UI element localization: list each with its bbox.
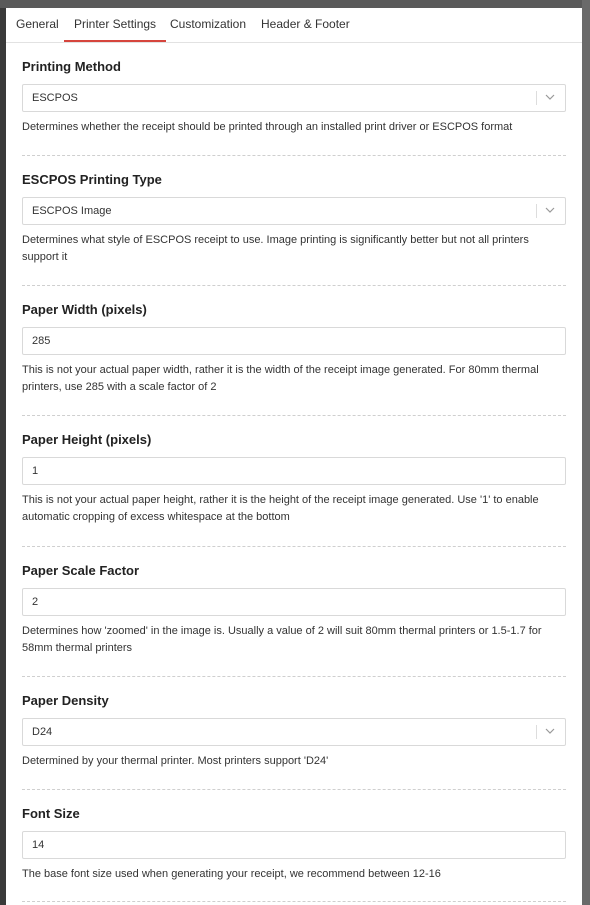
chevron-down-icon (545, 92, 555, 102)
divider (22, 676, 566, 677)
select-value: D24 (32, 726, 53, 738)
field-label: ESCPOS Printing Type (22, 172, 162, 187)
field-label: Paper Width (pixels) (22, 302, 147, 317)
paper-height-field (22, 432, 566, 526)
field-help: This is not your actual paper height, rather it is the height of the receipt image generated. Use '1' to enable automatic cropping of excess whitespace at the bottom (22, 494, 539, 523)
field-help: Determines how 'zoomed' in the image is. Usually a value of 2 will suit 80mm thermal printers or 1.5-1.7 for 58mm thermal printers (22, 625, 542, 654)
divider (22, 546, 566, 547)
paper-scale-factor-field (22, 563, 566, 657)
font-size-input[interactable]: 14 (22, 831, 566, 859)
field-label: Paper Scale Factor (22, 563, 140, 578)
field-label: Font Size (22, 806, 80, 821)
font-size-field (22, 806, 566, 883)
select-divider (536, 725, 537, 739)
field-label: Printing Method (22, 59, 121, 74)
chevron-down-icon (545, 205, 555, 215)
paper-width-input[interactable]: 285 (22, 327, 566, 355)
divider (22, 789, 566, 790)
window-top-strip (0, 0, 590, 8)
tab-printer-settings[interactable]: Printer Settings (64, 8, 166, 42)
select-value: ESCPOS Image (32, 205, 112, 217)
field-help: This is not your actual paper width, rather it is the width of the receipt image generated. For 80mm thermal printers, use 285 with a scale factor of 2 (22, 364, 539, 393)
field-label: Paper Density (22, 693, 109, 708)
field-help: Determines whether the receipt should be printed through an installed print driver or ESCPOS format (22, 121, 513, 133)
field-label: Paper Height (pixels) (22, 432, 152, 447)
select-divider (536, 91, 537, 105)
tab-general[interactable]: General (16, 17, 59, 31)
tab-bar (6, 8, 582, 43)
select-value: ESCPOS (32, 92, 78, 104)
field-help: Determined by your thermal printer. Most printers support 'D24' (22, 755, 329, 767)
paper-scale-factor-input[interactable]: 2 (22, 588, 566, 616)
chevron-down-icon (545, 726, 555, 736)
field-help: Determines what style of ESCPOS receipt to use. Image printing is significantly better but not all printers support it (22, 234, 529, 263)
divider (22, 285, 566, 286)
escpos-printing-type-select[interactable] (22, 197, 566, 225)
printing-method-select[interactable] (22, 84, 566, 112)
divider (22, 415, 566, 416)
paper-density-select[interactable] (22, 718, 566, 746)
tab-customization[interactable]: Customization (170, 17, 247, 31)
paper-density-field (22, 693, 566, 770)
field-help: The base font size used when generating your receipt, we recommend between 12-16 (22, 868, 441, 880)
settings-panel (6, 8, 582, 905)
escpos-printing-type-field (22, 172, 566, 266)
divider (22, 901, 566, 902)
printing-method-field (22, 59, 566, 136)
paper-width-field (22, 302, 566, 396)
divider (22, 155, 566, 156)
select-divider (536, 204, 537, 218)
background-edge (582, 0, 590, 905)
tab-header-footer[interactable]: Header & Footer (261, 17, 350, 31)
paper-height-input[interactable]: 1 (22, 457, 566, 485)
